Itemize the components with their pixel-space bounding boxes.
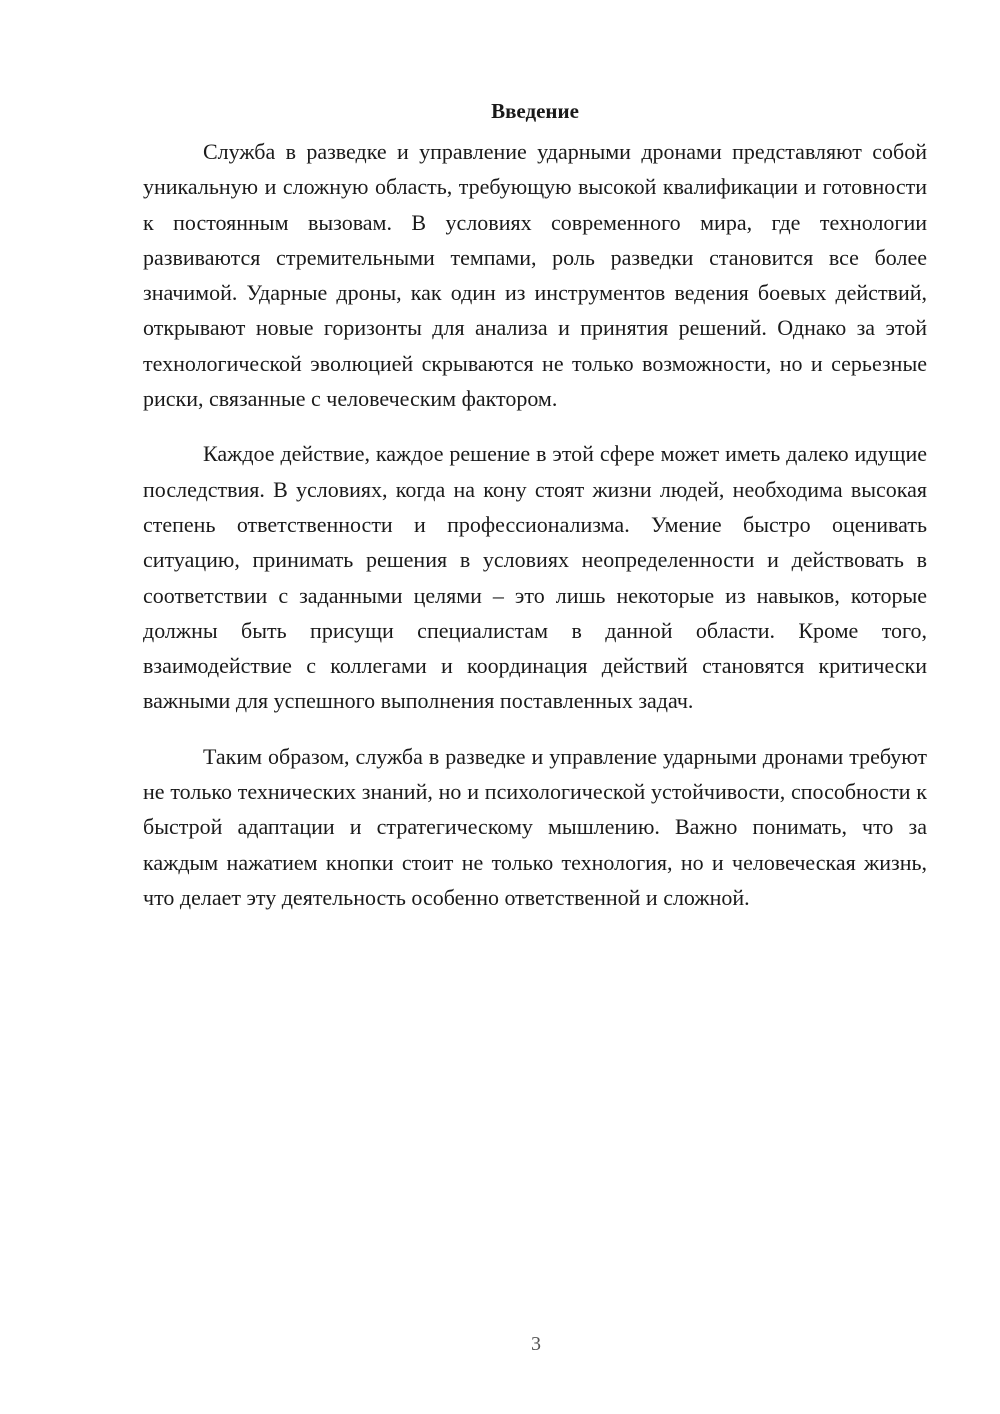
paragraph-1: Служба в разведке и управление ударными дронами представляют собой уникальную и сложную область, требующую высокой квалификации и готовности к постоянным вызовам. В условиях современного мира, где технологии развиваются стремительными темпами, роль разведки становится все более значимой. Ударные дроны, как один из инструментов ведения боевых действий, открывают новые горизонты для анализа и принятия решений. Однако за этой технологической эволюцией скрываются не только возможности, но и серьезные риски, связанные с человеческим фактором. <box>143 139 927 412</box>
page-number: 3 <box>531 1333 541 1355</box>
section-title: Введение <box>491 99 579 123</box>
page-content <box>143 96 927 935</box>
paragraph-3: Таким образом, служба в разведке и управление ударными дронами требуют не только технических знаний, но и психологической устойчивости, способности к быстрой адаптации и стратегическому мышлению. Важно понимать, что за каждым нажатием кнопки стоит не только технология, но и человеческая жизнь, что делает эту деятельность особенно ответственной и сложной. <box>143 743 927 910</box>
paragraph-2: Каждое действие, каждое решение в этой сфере может иметь далеко идущие последствия. В условиях, когда на кону стоят жизни людей, необходима высокая степень ответственности и профессионализма. Умение быстро оценивать ситуацию, принимать решения в условиях неопределенности и действовать в соответствии с заданными целями – это лишь некоторые из навыков, которые должны быть присущи специалистам в данной области. Кроме того, взаимодействие с коллегами и координация действий становятся критически важными для успешного выполнения поставленных задач. <box>143 441 927 714</box>
